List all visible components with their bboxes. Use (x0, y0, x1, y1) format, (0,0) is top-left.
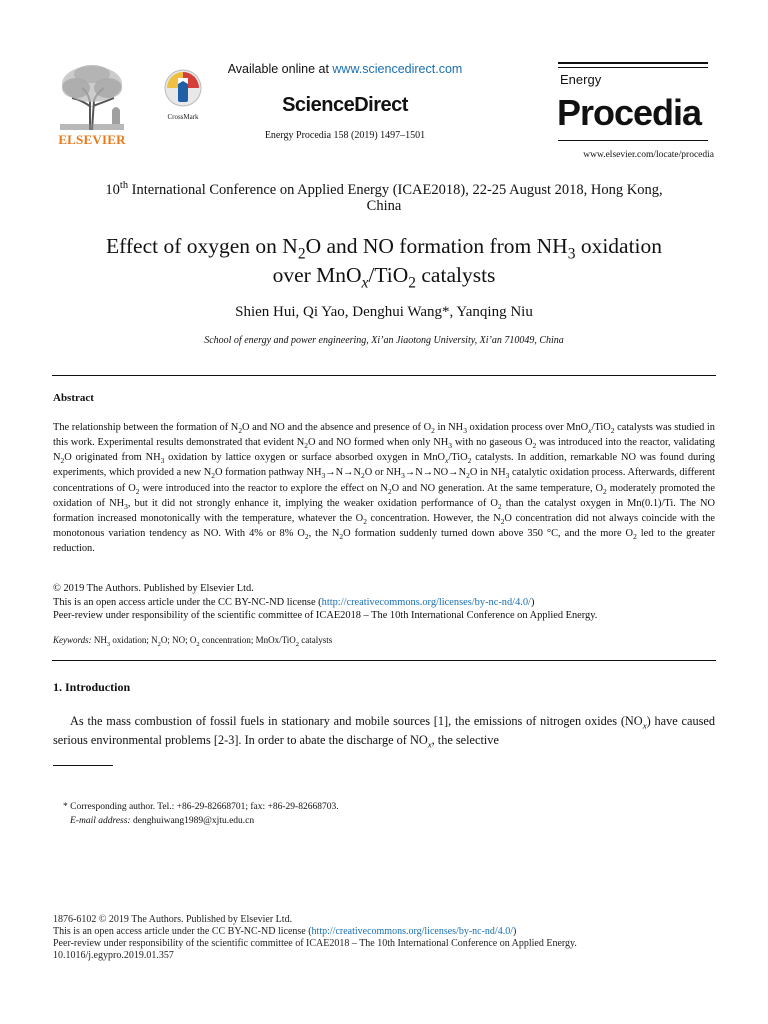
conference-sup: th (119, 180, 129, 192)
journal-rule-top-thin (558, 67, 708, 68)
title-sub: x (361, 274, 369, 292)
bottom-license-link[interactable]: http://creativecommons.org/licenses/by-nc-nd/4.0/ (311, 926, 513, 937)
subscript: 2 (60, 456, 65, 466)
section-heading-introduction: 1. Introduction (53, 680, 131, 694)
text-run: in NH (434, 422, 464, 433)
title-sub: 3 (567, 245, 576, 263)
license-suffix: ) (530, 596, 535, 608)
subscript: 3 (401, 471, 405, 481)
text-run: , the N (308, 528, 340, 540)
email-address[interactable]: denghuiwang1989@xjtu.edu.cn (130, 816, 255, 826)
subscript: 2 (295, 640, 300, 648)
keywords (53, 635, 715, 648)
subscript: x (427, 738, 432, 749)
text-run: As the mass combustion of fossil fuels in stationary and mobile sources [1], the emissions of nitrogen oxides (NO (70, 714, 643, 728)
subscript: 3 (321, 471, 326, 481)
affiliation: School of energy and power engineering, Xi’an Jiaotong University, Xi’an 710049, China (204, 335, 564, 346)
subscript: x (642, 720, 647, 731)
subscript: 2 (339, 532, 344, 542)
journal-reference: Energy Procedia 158 (2019) 1497–1501 (264, 130, 426, 141)
text-run: catalysts was studied in this work. Experimental results demonstrated that evident N (53, 422, 715, 449)
text-run: with no gaseous O (452, 437, 533, 449)
text-run: moderately promoted the oxidation of NH (53, 482, 715, 509)
doi[interactable]: 10.1016/j.egypro.2019.01.357 (53, 950, 174, 961)
license-block (53, 582, 723, 623)
title-part: /TiO (368, 263, 409, 287)
email-line (63, 814, 563, 828)
subscript: 2 (361, 471, 365, 481)
sciencedirect-wordmark: ScienceDirect (282, 94, 408, 116)
text-run: catalysts (299, 635, 333, 645)
subscript: 2 (238, 426, 243, 436)
subscript: 2 (135, 486, 140, 496)
keywords-body (91, 635, 333, 648)
bottom-license-line (53, 926, 723, 938)
bottom-license-suffix: ) (512, 926, 517, 937)
subscript: 3 (160, 456, 165, 466)
text-run: oxidation; N (110, 635, 158, 645)
paper-title (52, 232, 716, 290)
title-sub: 2 (408, 274, 417, 292)
title-sub: 2 (297, 245, 306, 263)
text-run: O and NO and the absence and presence of O (242, 422, 432, 433)
bottom-peer-review: Peer-review under responsibility of the scientific committee of ICAE2018 – The 10th International Conference on Applied Energy. (53, 938, 577, 949)
issn-line: 1876-6102 © 2019 The Authors. Published by Elsevier Ltd. (53, 914, 293, 925)
sciencedirect-link[interactable]: www.sciencedirect.com (332, 62, 463, 76)
peer-review-line: Peer-review under responsibility of the scientific committee of ICAE2018 – The 10th International Conference on Applied Energy. (53, 610, 598, 621)
text-run: were introduced into the reactor to explore the effect on N (139, 482, 388, 494)
elsevier-tree-icon (52, 62, 132, 132)
text-run: led to the greater reduction. (53, 528, 715, 555)
abstract-body (53, 420, 715, 556)
journal-rule-bottom (558, 140, 708, 141)
subscript: 2 (304, 532, 309, 542)
crossmark-label: CrossMark (167, 113, 199, 121)
text-run: /TiO (448, 452, 468, 464)
text-run: /TiO (591, 422, 611, 433)
text-run: O formation pathway NH (214, 467, 322, 479)
subscript: x (588, 426, 592, 436)
conference-line (52, 182, 716, 214)
elsevier-wordmark: ELSEVIER (58, 132, 126, 147)
text-run: O in NH (469, 467, 506, 479)
text-run: O or NH (364, 467, 402, 479)
abstract-rule-top (52, 375, 716, 376)
text-run: oxidation by lattice oxygen or surface absorbed oxygen in MnO (164, 452, 446, 464)
keywords-label: Keywords: (53, 635, 92, 645)
crossmark-icon (163, 68, 203, 108)
text-run: →N→N (325, 467, 362, 479)
text-run: oxidation process over MnO (466, 422, 589, 433)
title-part: oxidation (575, 234, 663, 258)
subscript: 2 (363, 517, 367, 527)
license-link[interactable]: http://creativecommons.org/licenses/by-nc-nd/4.0/ (321, 596, 531, 608)
title-part: Effect of oxygen on N (105, 234, 298, 258)
subscript: 3 (106, 640, 111, 648)
available-online (200, 62, 490, 76)
corresponding-author: * Corresponding author. Tel.: +86-29-82668701; fax: +86-29-82668703. (63, 802, 339, 812)
subscript: 2 (466, 471, 470, 481)
text-run: NH (91, 635, 107, 645)
footnote (63, 800, 563, 828)
bottom-license (53, 914, 723, 962)
subscript: 2 (431, 426, 435, 436)
text-run: , but it did not strongly enhance it, implying the weaker oxidation performance of O (127, 497, 498, 509)
conference-location: China (366, 198, 402, 214)
abstract-heading: Abstract (53, 392, 94, 404)
license-prefix: This is an open access article under the CC BY-NC-ND license ( (53, 596, 322, 608)
journal-rule-top (558, 62, 708, 64)
text-run: ) have caused serious environmental problems [2-3]. In order to abate the discharge of NO (53, 714, 715, 747)
abstract-rule-bottom (52, 660, 716, 661)
text-run: O originated from NH (64, 452, 161, 464)
copyright-line: © 2019 The Authors. Published by Elsevier Ltd. (53, 583, 254, 594)
subscript: 3 (448, 441, 453, 451)
subscript: 2 (497, 501, 502, 511)
subscript: 2 (157, 640, 161, 648)
subscript: 3 (505, 471, 510, 481)
text-run: O and NO formed when only NH (308, 437, 449, 449)
elsevier-logo (52, 62, 132, 152)
text-run: O formation suddenly turned down above 350 °C, and the more O (343, 528, 634, 540)
title-part: catalysts (416, 263, 496, 287)
text-run: O concentration did not always coincide with the monotonous variation tendency as NO. With 4% or 8% O (53, 512, 715, 540)
text-run: O; NO; O (160, 635, 197, 645)
subscript: 2 (196, 640, 200, 648)
subscript: 2 (304, 441, 309, 451)
subscript: 2 (610, 426, 615, 436)
license-line (53, 596, 723, 610)
text-run: than the catalyst oxygen in Mn(0.1)/Ti. The NO formation increased monotonically with the temperature, whatever the O (53, 497, 715, 524)
subscript: 2 (633, 532, 637, 542)
subscript: 2 (467, 456, 472, 466)
email-label: E-mail address: (70, 816, 131, 826)
title-part: O and NO formation from NH (305, 234, 568, 258)
subscript: 2 (603, 486, 607, 496)
text-run: catalysts. In addition, remarkable NO was found during experiments, which provided a new N (53, 452, 715, 479)
text-run: was introduced into the reactor, validating N (53, 437, 716, 464)
text-run: O and NO generation. At the same temperature, O (391, 482, 604, 494)
conference-text: International Conference on Applied Energy (ICAE2018), 22-25 August 2018, Hong Kong, (128, 182, 663, 198)
journal-name-small: Energy (560, 72, 602, 87)
conference-num: 10 (105, 182, 120, 198)
subscript: 3 (124, 501, 128, 511)
journal-url[interactable]: www.elsevier.com/locate/procedia (583, 150, 714, 160)
bottom-license-prefix: This is an open access article under the CC BY-NC-ND license ( (53, 926, 312, 937)
title-part: over MnO (272, 263, 362, 287)
introduction-paragraph (53, 712, 715, 749)
journal-name-large: Procedia (557, 92, 702, 133)
subscript: 2 (500, 517, 505, 527)
subscript: 2 (211, 471, 215, 481)
footnote-rule (53, 765, 113, 766)
subscript: x (445, 456, 449, 466)
text-run: →N→NO→N (404, 467, 467, 479)
subscript: 3 (463, 426, 467, 436)
subscript: 2 (532, 441, 537, 451)
available-prefix: Available online at (227, 62, 333, 76)
subscript: 2 (387, 486, 392, 496)
text-run: catalytic oxidation process. Afterwards, different concentrations of O (53, 467, 715, 494)
text-run: , the selective (431, 732, 499, 747)
authors: Shien Hui, Qi Yao, Denghui Wang*, Yanqing Niu (235, 304, 533, 320)
text-run: The relationship between the formation of N (53, 422, 239, 433)
text-run: concentration; MnOx/TiO (199, 635, 296, 645)
text-run: concentration. However, the N (366, 512, 501, 524)
